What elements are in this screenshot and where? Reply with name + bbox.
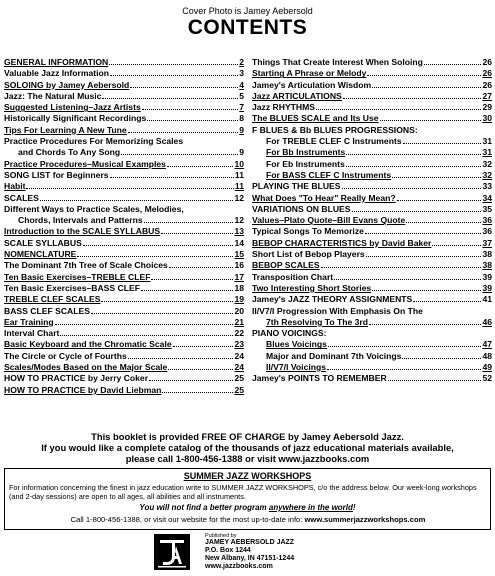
toc-entry-title: SONG LIST for Beginners — [4, 169, 109, 180]
workshops-box — [4, 468, 491, 530]
free-notice-line2: If you would like a complete catalog of the thousands of jazz educational materials available, — [41, 442, 454, 454]
workshops-body: For information concerning the finest in jazz education write to SUMMER JAZZ WORKSHOPS, c/o the address below. Our week-long workshops (and 2-day sessions) are open to all ages, all abilities and all instruments. — [9, 483, 477, 501]
toc-dot-leader — [161, 233, 233, 234]
free-notice-line1: This booklet is provided FREE OF CHARGE by Jamey Aebersold Jazz. — [91, 431, 404, 442]
toc-dot-leader — [367, 75, 481, 76]
toc-entry-page: 35 — [482, 203, 492, 214]
toc-entry-title: Jamey's POINTS TO REMEMBER — [252, 373, 387, 384]
toc-entry[interactable] — [252, 362, 492, 373]
toc-entry-page: 32 — [482, 169, 492, 180]
toc-entry-title: Scales/Modes Based on the Major Scale — [4, 362, 168, 373]
toc-entry-page: 5 — [239, 90, 244, 101]
toc-dot-leader — [168, 369, 233, 370]
toc-dot-leader — [327, 369, 481, 370]
page-title: CONTENTS — [187, 16, 308, 39]
toc-dot-leader — [149, 380, 233, 381]
toc-dot-leader — [162, 392, 233, 393]
publisher-block — [151, 533, 351, 573]
toc-entry[interactable] — [4, 102, 244, 113]
toc-left-column — [4, 57, 244, 396]
toc-entry-title: SCALES — [4, 192, 39, 203]
toc-entry-title: For BASS CLEF C Instruments — [266, 169, 392, 180]
toc-dot-leader — [365, 233, 482, 234]
toc-entry-title: PLAYING THE BLUES — [252, 181, 341, 192]
toc-entry[interactable] — [4, 159, 244, 170]
toc-entry[interactable] — [4, 306, 244, 317]
toc-entry-page: 17 — [234, 271, 244, 282]
toc-entry-title: SCALE SYLLABUS — [4, 237, 82, 248]
tagline-link: anywhere in the world — [268, 503, 353, 512]
toc-entry-title: Jazz: The Natural Music — [4, 90, 102, 101]
toc-dot-leader — [388, 380, 482, 381]
toc-dot-leader — [424, 64, 482, 65]
tagline-pre: You will not find a better program — [139, 503, 269, 512]
toc-entry-page: 9 — [239, 124, 244, 135]
toc-entry[interactable] — [252, 317, 492, 328]
toc-entry-title: Jamey's Articulation Wisdom — [252, 79, 372, 90]
cover-credit: Cover Photo is Jamey Aebersold — [182, 6, 313, 16]
toc-entry-page: 32 — [482, 158, 492, 169]
workshops-url-link[interactable]: www.summerjazzworkshops.com — [304, 515, 426, 524]
toc-entry-title: Two Interesting Short Stories — [252, 282, 372, 293]
toc-entry[interactable] — [252, 80, 492, 91]
toc-entry-page: 22 — [234, 328, 244, 339]
toc-entry-page: 11 — [234, 181, 244, 192]
toc-entry-page: 23 — [234, 339, 244, 350]
toc-entry[interactable] — [252, 204, 492, 215]
toc-entry-page: 24 — [234, 362, 244, 373]
publisher-text — [205, 533, 294, 571]
toc-entry-page: 49 — [482, 362, 492, 373]
toc-dot-leader — [432, 245, 481, 246]
toc-dot-leader — [128, 132, 239, 133]
toc-entry-page: 16 — [234, 260, 244, 271]
toc-dot-leader — [406, 222, 481, 223]
toc-entry-page: 29 — [482, 102, 492, 113]
toc-dot-leader — [173, 346, 234, 347]
toc-entry-page: 46 — [482, 316, 492, 327]
toc-entry-title: Ear Training — [4, 316, 54, 327]
toc-entry[interactable] — [4, 181, 244, 192]
toc-entry-page: 8 — [239, 113, 244, 124]
toc-entry-page: 12 — [234, 192, 244, 203]
toc-entry[interactable] — [4, 249, 244, 260]
publisher-website[interactable]: www.jazzbooks.com — [205, 563, 273, 570]
toc-entry[interactable] — [252, 249, 492, 260]
toc-entry[interactable] — [4, 68, 244, 79]
toc-entry-page: 31 — [482, 136, 492, 147]
toc-entry-title: HOW TO PRACTICE by David Liebman — [4, 384, 162, 395]
toc-dot-leader — [316, 109, 481, 110]
toc-dot-leader — [334, 279, 481, 280]
toc-dot-leader — [91, 313, 233, 314]
toc-entry-page: 27 — [482, 90, 492, 101]
toc-dot-leader — [372, 87, 481, 88]
toc-dot-leader — [403, 143, 482, 144]
toc-entry[interactable] — [4, 193, 244, 204]
toc-dot-leader — [102, 98, 238, 99]
toc-entry-title: Jazz ARTICULATIONS — [252, 90, 342, 101]
toc-dot-leader — [141, 290, 233, 291]
toc-dot-leader — [130, 87, 238, 88]
toc-entry[interactable] — [252, 57, 492, 68]
toc-entry-page: 26 — [482, 79, 492, 90]
toc-entry-title: For Eb Instruments — [266, 158, 345, 169]
toc-entry-title: Practice Procedures–Musical Examples — [4, 158, 166, 169]
toc-entry-title: Major and Dominant 7th Voicings — [266, 350, 402, 361]
publisher-name: JAMEY AEBERSOLD JAZZ — [205, 539, 295, 546]
toc-entry[interactable] — [252, 272, 492, 283]
toc-entry-page: 30 — [482, 113, 492, 124]
toc-entry[interactable] — [252, 170, 492, 181]
toc-entry-title: BASS CLEF SCALES — [4, 305, 90, 316]
toc-entry[interactable] — [4, 272, 244, 283]
toc-entry-page: 7 — [239, 102, 244, 113]
toc-dot-leader — [26, 188, 233, 189]
toc-entry-page: 21 — [234, 316, 244, 327]
toc-entry-title: Suggested Listening–Jazz Artists — [4, 102, 141, 113]
free-notice — [0, 431, 495, 465]
toc-entry-page: 52 — [482, 373, 492, 384]
toc-entry-title: Ten Basic Exercises–TREBLE CLEF — [4, 271, 151, 282]
toc-entry[interactable] — [252, 294, 492, 305]
toc-entry-title: The Dominant 7th Tree of Scale Choices — [4, 260, 168, 271]
toc-entry[interactable] — [4, 147, 244, 158]
toc-entry[interactable] — [4, 113, 244, 124]
toc-dot-leader — [392, 177, 481, 178]
toc-entry-title: Historically Significant Recordings — [4, 113, 147, 124]
toc-entry[interactable] — [4, 351, 244, 362]
toc-entry[interactable] — [4, 385, 244, 396]
toc-entry-title: The Circle or Cycle of Fourths — [4, 350, 127, 361]
toc-entry-page: 19 — [234, 294, 244, 305]
toc-entry-title: Blues Voicings — [266, 339, 327, 350]
toc-entry[interactable] — [252, 306, 492, 317]
toc-entry-title: TREBLE CLEF SCALES — [4, 294, 101, 305]
toc-dot-leader — [352, 211, 482, 212]
toc-entry-title: PIANO VOICINGS: — [252, 328, 327, 339]
toc-dot-leader — [346, 166, 482, 167]
toc-entry-page: 24 — [234, 350, 244, 361]
toc-entry[interactable] — [252, 328, 492, 339]
toc-entry-title: What Does "To Hear" Really Mean? — [252, 192, 396, 203]
toc-entry-title: SOLOING by Jamey Aebersold — [4, 79, 130, 90]
toc-dot-leader — [366, 256, 482, 257]
toc-entry-page: 41 — [482, 294, 492, 305]
toc-entry[interactable] — [252, 136, 492, 147]
toc-entry-page: 26 — [482, 57, 492, 67]
toc-entry[interactable] — [252, 102, 492, 113]
toc-entry[interactable] — [4, 283, 244, 294]
toc-dot-leader — [110, 177, 234, 178]
toc-dot-leader — [60, 335, 233, 336]
toc-entry[interactable] — [252, 351, 492, 362]
toc-dot-leader — [346, 154, 481, 155]
toc-dot-leader — [342, 188, 482, 189]
toc-dot-leader — [328, 346, 481, 347]
toc-dot-leader — [151, 279, 233, 280]
toc-dot-leader — [77, 256, 233, 257]
toc-entry[interactable] — [4, 226, 244, 237]
toc-entry-page: 38 — [482, 260, 492, 271]
toc-entry[interactable] — [4, 80, 244, 91]
toc-entry-title: Different Ways to Practice Scales, Melodies, — [4, 203, 184, 214]
toc-entry[interactable] — [4, 136, 244, 147]
toc-dot-leader — [40, 200, 234, 201]
toc-entry-page: 18 — [234, 282, 244, 293]
toc-entry-page: 3 — [239, 68, 244, 79]
toc-dot-leader — [380, 120, 482, 121]
workshops-tagline — [5, 503, 490, 513]
toc-entry-title: HOW TO PRACTICE by Jerry Coker — [4, 373, 149, 384]
toc-entry[interactable] — [252, 238, 492, 249]
workshops-contact — [9, 515, 487, 525]
toc-entry-page: 39 — [482, 282, 492, 293]
toc-entry-title: Things That Create Interest When Soloing — [252, 57, 423, 67]
toc-entry[interactable] — [252, 91, 492, 102]
toc-entry-title: Jamey's JAZZ THEORY ASSIGNMENTS — [252, 294, 413, 305]
toc-entry[interactable] — [4, 328, 244, 339]
toc-dot-leader — [369, 324, 481, 325]
toc-entry[interactable] — [4, 294, 244, 305]
toc-entry[interactable] — [4, 373, 244, 384]
toc-entry[interactable] — [252, 373, 492, 384]
toc-entry-title: 7th Resolving To The 3rd — [266, 316, 369, 327]
toc-dot-leader — [142, 109, 238, 110]
toc-entry-page: 20 — [234, 305, 244, 316]
toc-entry-page: 9 — [239, 147, 244, 158]
toc-entry-title: Valuable Jazz Information — [4, 68, 110, 79]
toc-entry[interactable] — [4, 204, 244, 215]
toc-entry[interactable] — [4, 238, 244, 249]
toc-dot-leader — [144, 222, 234, 223]
toc-dot-leader — [101, 301, 233, 302]
toc-entry[interactable] — [252, 339, 492, 350]
toc-entry-page: 10 — [234, 158, 244, 169]
free-notice-line3: please call 1-800-456-1388 or visit www.jazzbooks.com — [125, 453, 370, 465]
toc-entry-title: II/V7/I Voicings — [266, 362, 327, 373]
toc-entry-page: 25 — [234, 384, 244, 395]
toc-entry-title: Interval Chart — [4, 328, 60, 339]
toc-entry-title: Basic Keyboard and the Chromatic Scale — [4, 339, 172, 350]
toc-entry-page: 12 — [234, 215, 244, 226]
toc-entry[interactable] — [4, 317, 244, 328]
toc-entry[interactable] — [252, 283, 492, 294]
toc-entry[interactable] — [252, 125, 492, 136]
toc-entry-title: Values–Plato Quote–Bill Evans Quote — [252, 215, 406, 226]
toc-entry-page: 25 — [234, 373, 244, 384]
toc-entry-page: 47 — [482, 339, 492, 350]
toc-entry[interactable] — [4, 260, 244, 271]
toc-dot-leader — [147, 120, 238, 121]
toc-entry[interactable] — [4, 215, 244, 226]
toc-entry[interactable] — [4, 91, 244, 102]
tagline-post: ! — [352, 503, 356, 512]
toc-entry-title: For Bb Instruments — [266, 147, 346, 158]
toc-dot-leader — [397, 200, 482, 201]
contact-text: Call 1-800-456-1388, or visit our website for the most up-to-date info: — [70, 515, 305, 524]
toc-dot-leader — [343, 98, 482, 99]
toc-entry-page: 4 — [239, 79, 244, 90]
toc-dot-leader — [402, 358, 481, 359]
toc-entry[interactable] — [252, 159, 492, 170]
toc-entry-page: 11 — [234, 169, 244, 180]
toc-entry-page: 48 — [482, 350, 492, 361]
toc-entry-title: Practice Procedures For Memorizing Scales — [4, 136, 184, 147]
toc-dot-leader — [372, 290, 481, 291]
toc-entry-title: GENERAL INFORMATION — [4, 57, 109, 67]
published-by-label: Published by — [205, 533, 237, 539]
toc-entry-title: BEBOP SCALES — [252, 260, 320, 271]
toc-entry-title: Jazz RHYTHMS — [252, 102, 316, 113]
toc-entry-page: 13 — [234, 226, 244, 237]
toc-entry[interactable] — [252, 113, 492, 124]
toc-dot-leader — [169, 267, 234, 268]
toc-entry-title: Habit — [4, 181, 26, 192]
toc-entry-page: 34 — [482, 192, 492, 203]
toc-entry-page: 36 — [482, 215, 492, 226]
toc-entry-title: Chords, Intervals and Patterns — [18, 215, 143, 226]
toc-entry-title: Starting A Phrase or Melody — [252, 68, 367, 79]
toc-entry-page: 38 — [482, 249, 492, 260]
toc-dot-leader — [110, 75, 238, 76]
toc-dot-leader — [83, 245, 234, 246]
toc-entry-title: F BLUES & Bb BLUES PROGRESSIONS: — [252, 124, 418, 135]
toc-entry-title: For TREBLE CLEF C Instruments — [266, 136, 402, 147]
toc-dot-leader — [413, 301, 481, 302]
toc-entry-title: and Chords To Any Song — [18, 147, 121, 158]
toc-entry-page: 2 — [239, 57, 244, 67]
toc-entry[interactable] — [252, 215, 492, 226]
toc-entry-page: 33 — [482, 181, 492, 192]
toc-dot-leader — [321, 267, 482, 268]
toc-entry-page: 31 — [482, 147, 492, 158]
toc-dot-leader — [121, 154, 238, 155]
toc-entry-title: Transposition Chart — [252, 271, 334, 282]
toc-dot-leader — [109, 64, 238, 65]
toc-entry[interactable] — [252, 260, 492, 271]
toc-entry[interactable] — [4, 339, 244, 350]
publisher-address1: P.O. Box 1244 — [205, 547, 251, 554]
toc-entry-title: VARIATIONS ON BLUES — [252, 203, 351, 214]
toc-entry-title: Introduction to the SCALE SYLLABUS — [4, 226, 161, 237]
toc-entry-title: Tips For Learning A New Tune — [4, 124, 127, 135]
toc-entry[interactable] — [4, 125, 244, 136]
toc-entry-page: 37 — [482, 237, 492, 248]
toc-entry-title: Ten Basic Exercises–BASS CLEF — [4, 282, 140, 293]
toc-entry-title: The BLUES SCALE and Its Use — [252, 113, 379, 124]
toc-entry-title: BEBOP CHARACTERISTICS by David Baker — [252, 237, 432, 248]
toc-entry[interactable] — [252, 147, 492, 158]
toc-entry-page: 15 — [234, 249, 244, 260]
toc-right-column — [252, 57, 492, 385]
toc-entry[interactable] — [252, 181, 492, 192]
toc-entry-page: 26 — [482, 68, 492, 79]
toc-entry[interactable] — [4, 362, 244, 373]
workshops-title: SUMMER JAZZ WORKSHOPS — [183, 471, 312, 481]
toc-entry-title: Short List of Bebop Players — [252, 249, 365, 260]
toc-entry-title: II/V7/I Progression With Emphasis On The — [252, 305, 423, 316]
toc-entry-title: NOMENCLATURE — [4, 249, 77, 260]
toc-entry[interactable] — [252, 193, 492, 204]
toc-entry-page: 14 — [234, 237, 244, 248]
toc-dot-leader — [167, 166, 234, 167]
toc-dot-leader — [128, 358, 234, 359]
jamey-aebersold-logo-icon — [154, 534, 190, 570]
toc-entry[interactable] — [252, 68, 492, 79]
toc-dot-leader — [55, 324, 234, 325]
toc-entry-page: 39 — [482, 271, 492, 282]
toc-entry[interactable] — [4, 57, 244, 68]
toc-entry[interactable] — [4, 170, 244, 181]
toc-entry[interactable] — [252, 226, 492, 237]
publisher-address2: New Albany, IN 47151-1244 — [205, 555, 295, 562]
toc-entry-title: Typical Songs To Memorize — [252, 226, 364, 237]
toc-entry-page: 36 — [482, 226, 492, 237]
